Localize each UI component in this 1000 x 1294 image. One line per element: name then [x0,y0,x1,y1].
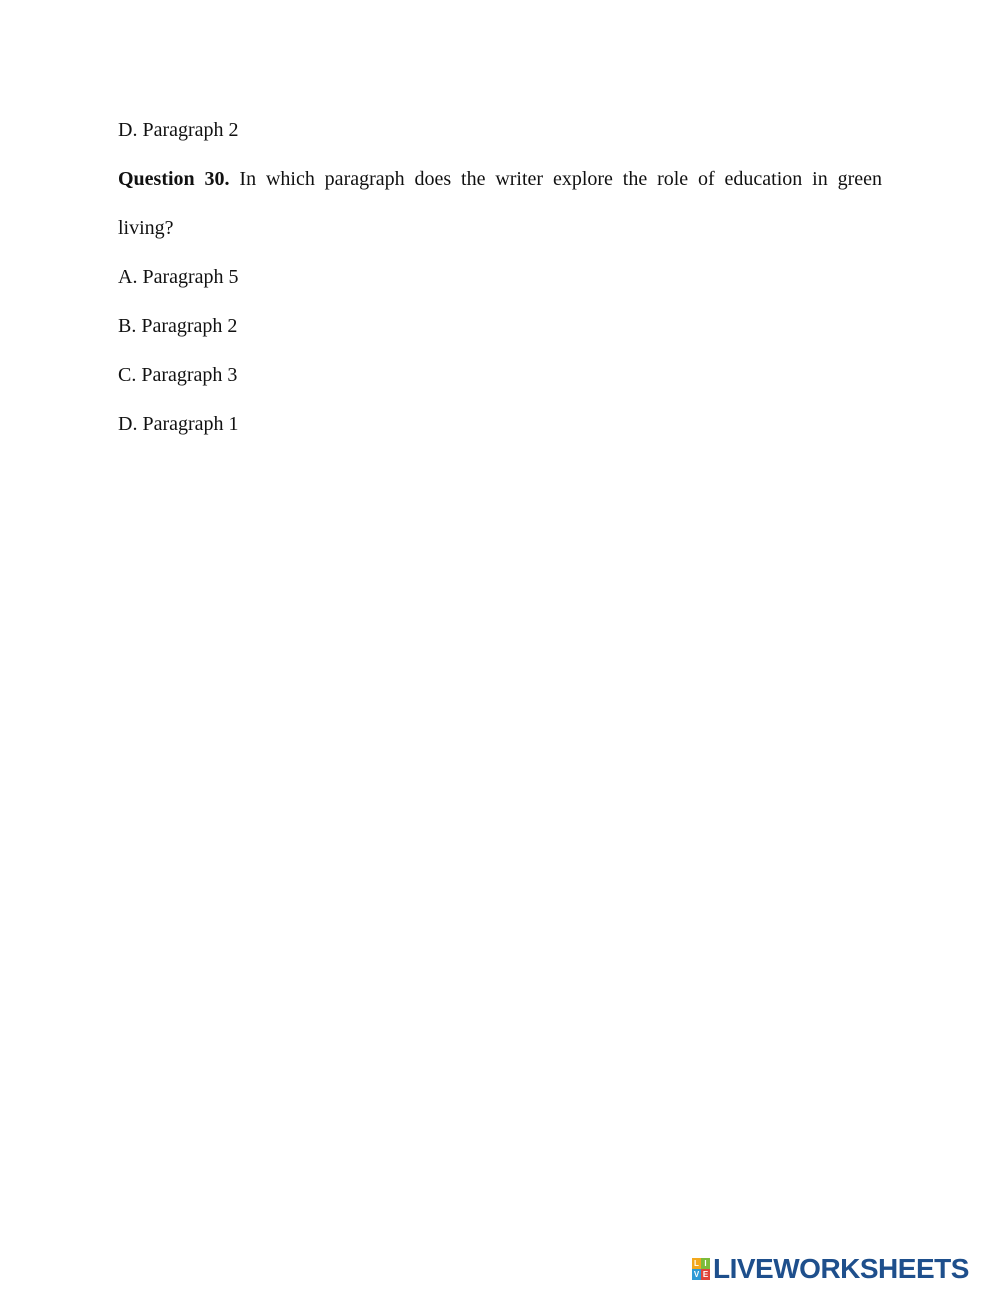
logo-mark-letter: L [692,1258,701,1269]
answer-option-d[interactable]: D. Paragraph 1 [118,413,239,435]
answer-option-b[interactable]: B. Paragraph 2 [118,315,238,337]
question-prompt-line2: living? [118,217,174,239]
answer-option-a[interactable]: A. Paragraph 5 [118,266,239,288]
logo-mark-letter: E [702,1269,709,1279]
question-number-label: Question 30. [118,168,230,190]
question-30-text [118,167,882,191]
logo-wordmark: LIVEWORKSHEETS [713,1253,969,1284]
logo-mark-letter: I [701,1258,710,1269]
logo-mark-letter: V [693,1269,700,1279]
live-logo-icon [692,1258,710,1280]
liveworksheets-logo [692,1253,969,1284]
answer-option-c[interactable]: C. Paragraph 3 [118,364,238,386]
previous-answer-option: D. Paragraph 2 [118,119,239,141]
question-prompt-line1: In which paragraph does the writer explore the role of education in green [239,168,882,190]
